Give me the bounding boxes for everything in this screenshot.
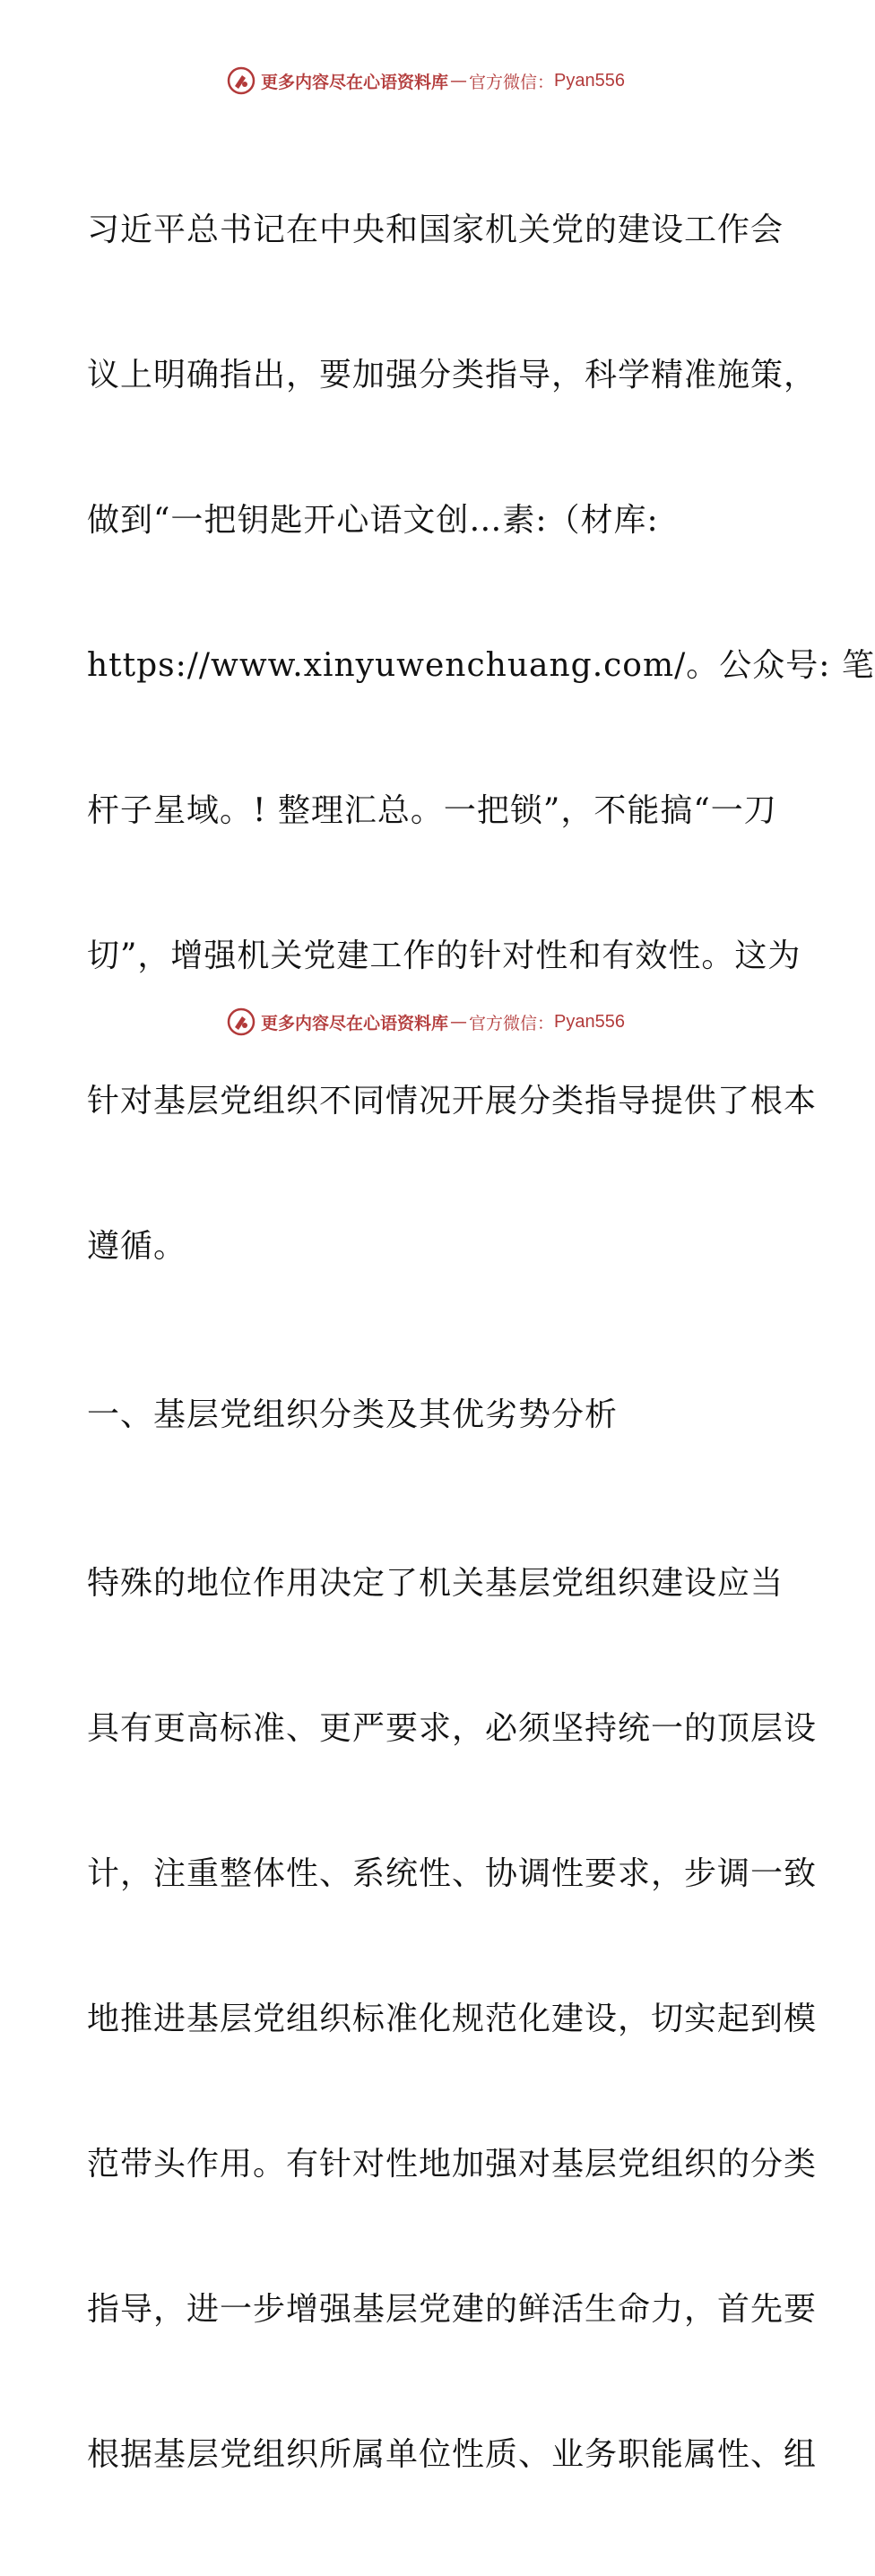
header-watermark-banner — [0, 63, 852, 99]
text-line: 计，注重整体性、系统性、协调性要求，步调一致 — [87, 1855, 818, 1892]
footer-watermark-banner — [0, 1004, 852, 1040]
banner-wechat-id: Pyan556 — [554, 70, 625, 91]
banner-wechat-label: 官方微信： — [469, 72, 555, 92]
text-line: 遵循。 — [87, 1228, 187, 1265]
brand-logo-icon — [227, 66, 256, 95]
text-line: 地推进基层党组织标准化规范化建设，切实起到模 — [87, 2001, 818, 2037]
text-line: 习近平总书记在中央和国家机关党的建设工作会 — [87, 212, 784, 248]
text-line: 具有更高标准、更严要求，必须坚持统一的顶层设 — [87, 1710, 818, 1747]
text-line: 议上明确指出，要加强分类指导，科学精准施策， — [87, 357, 818, 393]
paragraph-body — [87, 1463, 818, 2576]
text-line: 特殊的地位作用决定了机关基层党组织建设应当 — [87, 1565, 784, 1602]
section-heading: 一、基层党组织分类及其优劣势分析 — [87, 1396, 619, 1433]
banner-brand-text: 更多内容尽在心语资料库 — [261, 1013, 449, 1033]
banner-brand-text: 更多内容尽在心语资料库 — [261, 72, 449, 92]
text-line: https://www.xinyuwenchuang.com/。公众号: 笔 — [87, 647, 875, 684]
text-line: 针对基层党组织不同情况开展分类指导提供了根本 — [87, 1083, 818, 1119]
text-line: 做到“一把钥匙开心语文创…素:（材库: — [87, 502, 659, 539]
text-line: 指导，进一步增强基层党建的鲜活生命力，首先要 — [87, 2291, 818, 2328]
text-line: 根据基层党组织所属单位性质、业务职能属性、组 — [87, 2436, 818, 2473]
banner-wechat-label: 官方微信： — [469, 1013, 555, 1033]
banner-dash: — — [450, 1012, 468, 1032]
document-body — [87, 109, 875, 2576]
banner-wechat-id: Pyan556 — [554, 1011, 625, 1032]
brand-logo-icon — [227, 1007, 256, 1036]
paragraph-intro — [87, 109, 875, 1368]
text-line: 杆子星域。! 整理汇总。一把锁”，不能搞“一刀 — [87, 792, 777, 829]
text-line: 切”，增强机关党建工作的针对性和有效性。这为 — [87, 938, 801, 974]
banner-dash: — — [450, 71, 468, 91]
text-line: 范带头作用。有针对性地加强对基层党组织的分类 — [87, 2146, 818, 2183]
